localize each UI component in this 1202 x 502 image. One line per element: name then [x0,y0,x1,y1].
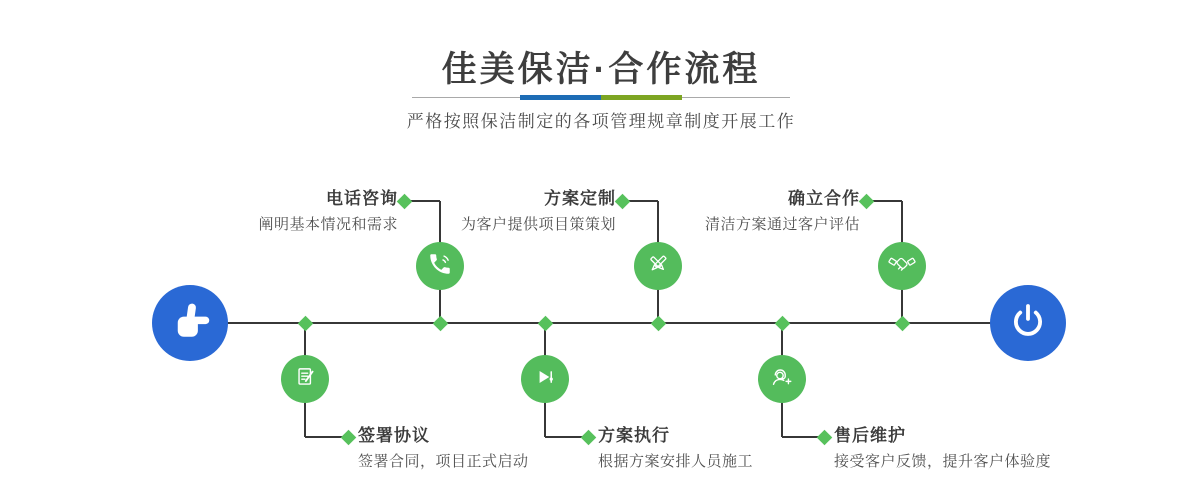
step-label-sign [358,425,529,472]
power-icon [1008,301,1048,346]
step-node-sign [281,355,329,403]
junction-diamond [894,315,910,331]
play-execute-icon [532,364,558,395]
end-endpoint [990,285,1066,361]
handshake-icon [888,250,916,283]
customer-service-icon [768,363,796,396]
divider-green-segment [601,95,682,100]
step-label-consult [258,188,398,235]
step-title: 电话咨询 [326,189,398,208]
contract-sign-icon [292,364,318,395]
junction-diamond [774,315,790,331]
step-desc: 阐明基本情况和需求 [258,216,398,233]
design-tools-icon [645,251,671,282]
label-diamond [614,193,630,209]
junction-diamond [650,315,666,331]
step-desc: 清洁方案通过客户评估 [704,216,860,233]
step-title: 签署协议 [358,426,430,445]
label-diamond [858,193,874,209]
step-node-plan [634,242,682,290]
label-diamond [396,193,412,209]
label-diamond [340,429,356,445]
step-label-cooperate [705,188,860,235]
step-node-cooperate [878,242,926,290]
step-desc: 接受客户反馈，提升客户体验度 [834,453,1052,470]
step-node-consult [416,242,464,290]
hand-point-right-icon [169,300,211,347]
phone-call-icon [427,251,453,282]
step-node-execute [521,355,569,403]
step-title: 确立合作 [788,189,860,208]
page-subtitle: 严格按照保洁制定的各项管理规章制度开展工作 [406,112,796,131]
step-title: 方案执行 [598,426,670,445]
page-title: 佳美保洁·合作流程 [441,50,761,89]
junction-diamond [432,315,448,331]
step-label-aftersale [834,425,1051,472]
step-label-execute [598,425,753,472]
step-desc: 签署合同，项目正式启动 [358,453,529,470]
divider-blue-segment [520,95,601,100]
label-diamond [816,429,832,445]
title-divider [412,95,790,101]
junction-diamond [537,315,553,331]
step-title: 售后维护 [834,426,906,445]
step-desc: 根据方案安排人员施工 [598,453,754,470]
junction-diamond [297,315,313,331]
step-label-plan [461,188,616,235]
step-node-aftersale [758,355,806,403]
step-title: 方案定制 [544,189,616,208]
label-diamond [580,429,596,445]
start-endpoint [152,285,228,361]
step-desc: 为客户提供项目策策划 [460,216,616,233]
